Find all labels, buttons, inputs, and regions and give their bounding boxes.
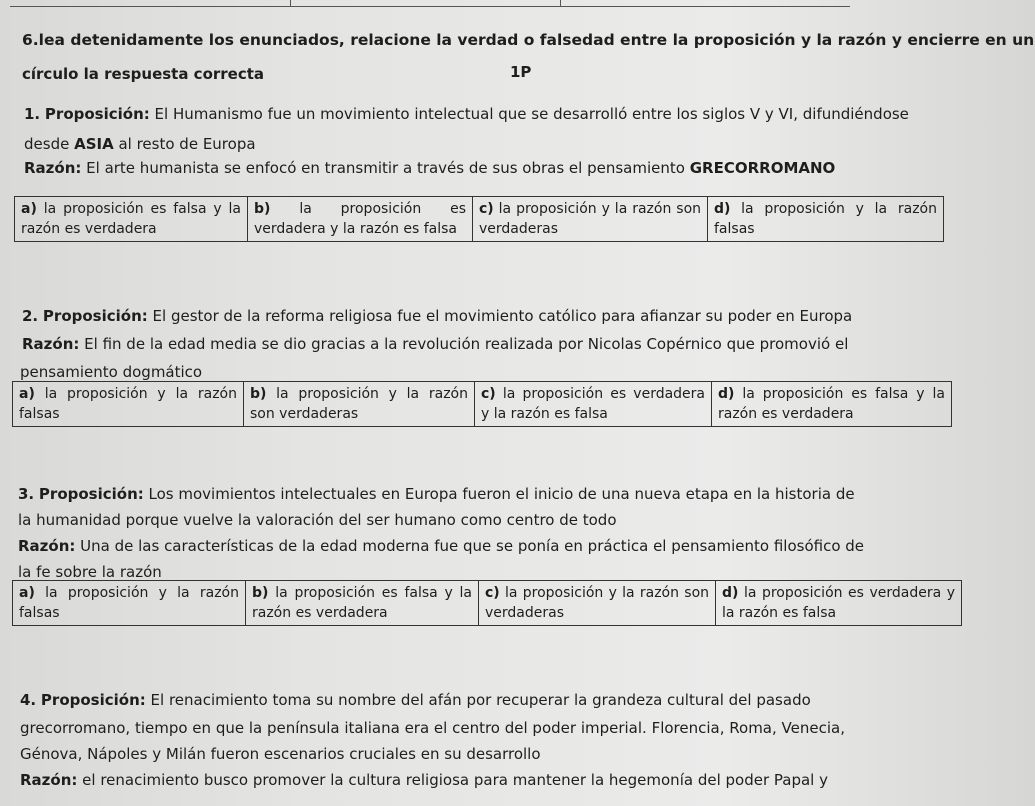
q3-prop-text: Los movimientos intelectuales en Europa fueron el inicio de una nueva etapa en la historia de <box>148 485 855 503</box>
q3-option-a[interactable] <box>13 581 246 626</box>
q1-option-a-text: la proposición es falsa y la razón es verdadera <box>21 201 242 237</box>
q3-option-d-letter: d) <box>722 585 739 601</box>
top-rule-tick <box>560 0 561 7</box>
q2-option-a[interactable] <box>13 382 244 427</box>
q4-reason-text: el renacimiento busco promover la cultura religiosa para mantener la hegemonía del poder Papal y <box>77 771 828 789</box>
q1-prop-line2-pre: desde <box>24 135 75 153</box>
q2-reason-line2: pensamiento dogmático <box>20 363 203 381</box>
q4-prop-label: Proposición: <box>40 691 146 709</box>
q2-proposition <box>22 306 852 326</box>
q1-option-b-text: la proposición es verdadera y la razón es falsa <box>254 201 467 237</box>
q2-option-c-text: la proposición es verdadera y la razón es falsa <box>481 386 706 422</box>
q3-reason-line2: la fe sobre la razón <box>18 563 162 581</box>
q3-option-b-text: la proposición es falsa y la razón es verdadera <box>252 585 473 621</box>
q1-option-d[interactable] <box>708 197 944 242</box>
top-rule-tick <box>290 0 291 7</box>
q1-option-b-letter: b) <box>254 201 271 217</box>
q4-reason <box>20 770 828 790</box>
q4-proposition <box>20 690 811 710</box>
q2-prop-text: El gestor de la reforma religiosa fue el movimiento católico para afianzar su poder en Europa <box>152 307 853 325</box>
q3-proposition <box>18 484 855 504</box>
q4-reason-label: Razón: <box>20 771 78 789</box>
q3-prop-label: Proposición: <box>38 485 144 503</box>
q2-reason-text: El fin de la edad media se dio gracias a la revolución realizada por Nicolas Copérnico que promovió el <box>79 335 849 353</box>
q2-option-c[interactable] <box>475 382 712 427</box>
instruction-line-2: círculo la respuesta correcta <box>22 65 265 83</box>
q1-prop-line2-post: al resto de Europa <box>113 135 256 153</box>
q1-option-a[interactable] <box>15 197 248 242</box>
instruction-line-1: 6.lea detenidamente los enunciados, relacione la verdad o falsedad entre la proposición y la razón y encierre en un <box>22 31 1035 49</box>
q3-number: 3. <box>18 485 35 503</box>
q3-option-b-letter: b) <box>252 585 269 601</box>
q3-prop-line2: la humanidad porque vuelve la valoración del ser humano como centro de todo <box>18 511 617 529</box>
q3-option-c[interactable] <box>479 581 716 626</box>
q1-reason <box>24 158 835 178</box>
q1-option-a-letter: a) <box>21 201 37 217</box>
q3-reason <box>18 536 864 556</box>
q3-options-table <box>12 580 962 626</box>
q3-option-b[interactable] <box>246 581 479 626</box>
q1-prop-label: Proposición: <box>44 105 150 123</box>
q3-option-c-text: la proposición y la razón son verdaderas <box>485 585 710 621</box>
q4-number: 4. <box>20 691 37 709</box>
q1-option-c-letter: c) <box>479 201 494 217</box>
q3-reason-text: Una de las características de la edad moderna fue que se ponía en práctica el pensamiento filosófico de <box>75 537 865 555</box>
q2-options-table <box>12 381 952 427</box>
q1-prop-line2 <box>24 134 256 154</box>
q3-option-a-letter: a) <box>19 585 35 601</box>
q1-option-c-text: la proposición y la razón son verdaderas <box>479 201 702 237</box>
q2-option-c-letter: c) <box>481 386 496 402</box>
q2-option-b-letter: b) <box>250 386 267 402</box>
q1-reason-label: Razón: <box>24 159 82 177</box>
q1-option-d-text: la proposición y la razón falsas <box>714 201 937 237</box>
q2-option-d[interactable] <box>712 382 952 427</box>
q1-option-d-letter: d) <box>714 201 731 217</box>
q2-option-d-text: la proposición es falsa y la razón es verdadera <box>718 386 945 422</box>
q2-reason <box>22 334 848 354</box>
q3-reason-label: Razón: <box>18 537 76 555</box>
q2-option-d-letter: d) <box>718 386 735 402</box>
q4-prop-line3: Génova, Nápoles y Milán fueron escenarios cruciales en su desarrollo <box>20 745 541 763</box>
q3-option-a-text: la proposición y la razón falsas <box>19 585 239 621</box>
q1-number: 1. <box>24 105 41 123</box>
q1-options-table <box>14 196 944 242</box>
q2-number: 2. <box>22 307 39 325</box>
q3-option-d[interactable] <box>716 581 962 626</box>
q1-reason-text: El arte humanista se enfocó en transmitir a través de sus obras el pensamiento <box>81 159 690 177</box>
q1-option-c[interactable] <box>473 197 708 242</box>
q2-reason-label: Razón: <box>22 335 80 353</box>
q4-prop-line2: grecorromano, tiempo en que la península italiana era el centro del poder imperial. Florencia, Roma, Venecia, <box>20 719 845 737</box>
q2-option-a-letter: a) <box>19 386 35 402</box>
q4-prop-text: El renacimiento toma su nombre del afán por recuperar la grandeza cultural del pasado <box>150 691 811 709</box>
q3-option-c-letter: c) <box>485 585 500 601</box>
q3-option-d-text: la proposición es verdadera y la razón es falsa <box>722 585 955 621</box>
q1-reason-bold: GRECORROMANO <box>689 159 836 177</box>
q2-option-b-text: la proposición y la razón son verdaderas <box>250 386 468 422</box>
q2-option-b[interactable] <box>244 382 475 427</box>
q1-prop-text: El Humanismo fue un movimiento intelectual que se desarrolló entre los siglos V y VI, difundiéndose <box>154 105 909 123</box>
q1-prop-line2-bold: ASIA <box>74 135 114 153</box>
q2-prop-label: Proposición: <box>42 307 148 325</box>
q1-proposition <box>24 104 909 124</box>
top-rule <box>10 6 850 7</box>
q2-option-a-text: la proposición y la razón falsas <box>19 386 238 422</box>
points-label: 1P <box>510 63 532 81</box>
q1-option-b[interactable] <box>248 197 473 242</box>
